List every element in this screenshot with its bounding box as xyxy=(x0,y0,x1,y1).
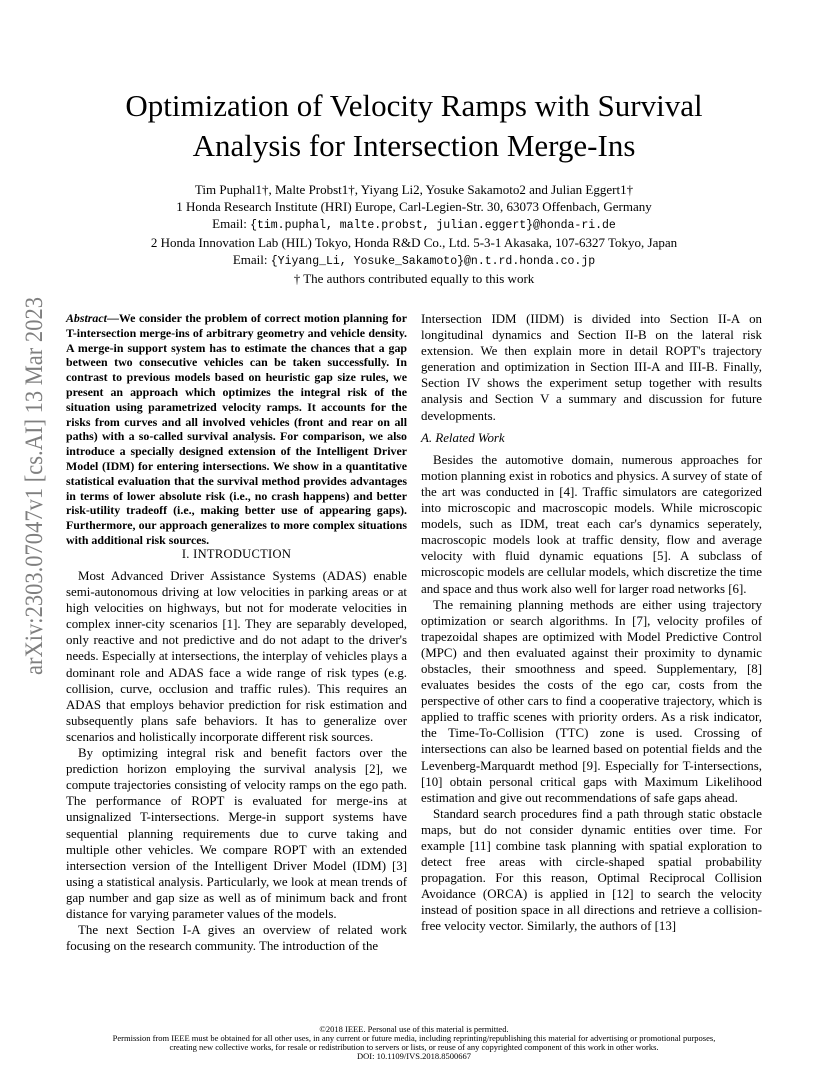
email-2-prefix: Email: xyxy=(232,252,271,267)
affiliation-2: 2 Honda Innovation Lab (HIL) Tokyo, Honda R&D Co., Ltd. 5-3-1 Akasaka, 107-6327 Tokyo, Japan xyxy=(150,235,678,250)
email-2: {Yiyang_Li, Yosuke_Sakamoto}@n.t.rd.honda.co.jp xyxy=(270,255,596,268)
footer-line-2: Permission from IEEE must be obtained for all other uses, in any current or future media, including reprinting/republishing this material for advertising or promotional purposes, xyxy=(112,1033,716,1043)
right-paragraph-1: Intersection IDM (IIDM) is divided into Section II-A on longitudinal dynamics and Section II-B on the lateral risk extension. We then explain more in detail ROPT's trajectory generation and optimization in Section III-A and III-B. Finally, Section IV shows the experiment setup together with results analysis and Section V a summary and discussion for future developments. xyxy=(421,312,762,423)
introduction-body xyxy=(66,568,407,954)
related-work-paragraph-1: Besides the automotive domain, numerous approaches for motion planning exist in robotics and physics. A survey of state of the art was conducted in [4]. Traffic simulators are categorized into microscopic and macroscopic models. While microscopic models, such as IDM, treat each car's dynamics seperately, macroscopic models look at traffic density, flow and average velocity with fluid dynamic equations [5]. A subclass of microscopic models are cellular models, which discretize the time and space and thus work also well for larger road networks [6]. xyxy=(421,452,762,596)
intro-paragraph-3: The next Section I-A gives an overview of related work focusing on the research community. The introduction of the xyxy=(66,923,407,954)
author-names: Tim Puphal1†, Malte Probst1†, Yiyang Li2, Yosuke Sakamoto2 and Julian Eggert1† xyxy=(194,182,634,197)
arxiv-stamp xyxy=(19,247,50,675)
intro-paragraph-2: By optimizing integral risk and benefit factors over the prediction horizon employing the survival analysis [2], we compute trajectories consisting of velocity ramps on the ego path. The performance of ROPT is evaluated for merge-ins at unsignalized T-intersections. Merge-in support systems have sequential planning requirements due to curve taking and multiple other vehicles. We compare ROPT with an extended intersection version of the Intelligent Driver Model (IDM) [3] using a statistical analysis. Particularly, we look at mean trends of gap number and gap size as well as of minimum back and front distance for varying parameter values of the models. xyxy=(66,746,407,921)
section-heading-introduction: I. INTRODUCTION xyxy=(181,547,292,561)
arxiv-id: arXiv:2303.07047v1 [cs.AI] 13 Mar 2023 xyxy=(19,247,48,675)
right-column-body xyxy=(421,311,762,935)
author-block xyxy=(60,181,768,287)
intro-paragraph-1: Most Advanced Driver Assistance Systems (ADAS) enable semi-autonomous driving at low velocities in parking areas or at high velocities on highways, but not for moderate velocities in complex inner-city scenarios [1]. They are separably developed, only reactive and not predictive and do not adapt to the driver's needs. Especially at intersections, the interplay of vehicles plays a dominant role and ADAS face a wide range of risk types (e.g. collision, curve, occlusion and traffic rules). This requires an ADAS that employs behavior prediction for risk estimation and subsequently plans safe behaviors. It has to generalize over scenarios and holistically incorporate different risk sources. xyxy=(66,569,407,744)
footer-doi: DOI: 10.1109/IVS.2018.8500667 xyxy=(357,1051,471,1061)
title-line-2: Analysis for Intersection Merge-Ins xyxy=(192,128,636,163)
abstract-label: Abstract xyxy=(66,311,107,325)
email-2-line xyxy=(60,251,768,270)
email-1-prefix: Email: xyxy=(212,216,251,231)
footer-line-3: creating new collective works, for resale or redistribution to servers or lists, or reuse of any copyrighted component of this work in other works. xyxy=(169,1042,659,1052)
abstract-text: —We consider the problem of correct motion planning for T-intersection merge-ins of arbitrary geometry and vehicle density. A merge-in support system has to estimate the chances that a gap between two consecutive vehicles can be taken successfully. In contrast to previous models based on heuristic gap size rules, we present an approach which optimizes the integral risk of the situation using parametrized velocity ramps. It accounts for the risks from curves and all involved vehicles (front and rear on all paths) with a so-called survival analysis. For comparison, we also introduce a specially designed extension of the Intelligent Driver Model (IDM) for entering intersections. We show in a quantitative statistical evaluation that the survival method provides advantages in terms of lower absolute risk (i.e., no crash happens) and better risk-utility tradeoff (i.e., making better use of appearing gaps). Furthermore, our approach generalizes to more complex situations with additional risk sources. xyxy=(66,311,407,547)
related-work-paragraph-3: Standard search procedures find a path through static obstacle maps, but do not consider dynamic entities over time. For example [11] combine task planning with spatial exploration to detect free areas with circle-shaped spatial probability propagation. For this reason, Optimal Reciprocal Collision Avoidance (ORCA) is applied in [12] to search the velocity instead of position space in all directions and retrieve a collision-free velocity vector. Similarly, the authors of [13] xyxy=(421,806,762,934)
affiliation-1: 1 Honda Research Institute (HRI) Europe, Carl-Legien-Str. 30, 63073 Offenbach, Germany xyxy=(176,199,652,214)
email-1: {tim.puphal, malte.probst, julian.eggert}@honda-ri.de xyxy=(250,219,616,232)
footer-line-1: ©2018 IEEE. Personal use of this material is permitted. xyxy=(319,1024,509,1034)
subsection-heading-related-work: A. Related Work xyxy=(421,430,505,445)
copyright-footer xyxy=(60,1025,768,1061)
related-work-paragraph-2: The remaining planning methods are either using trajectory optimization or search algorithms. In [7], velocity profiles of trapezoidal shapes are optimized with Model Predictive Control (MPC) and then evaluated against their proximity to dynamic obstacles, their smoothness and speed. Supplementary, [8] evaluates besides the costs of the ego car, costs from the perspective of other cars to find a cooperative trajectory, which is applied to traffic scenes with priority orders. As a risk indicator, the Time-To-Collision (TTC) zone is used. Crossing of intersections can also be learned based on potential fields and the Levenberg-Marquardt method [9]. Especially for T-intersections, [10] obtain personal critical gaps with Maximum Likelihood estimation and give out recommendations of safe gaps ahead. xyxy=(421,597,762,805)
arxiv-stamp-svg xyxy=(19,247,50,675)
email-1-line xyxy=(60,215,768,234)
paper-title xyxy=(60,86,768,166)
equal-contribution-note: † The authors contributed equally to this work xyxy=(293,271,535,286)
abstract xyxy=(66,311,407,548)
title-line-1: Optimization of Velocity Ramps with Survival xyxy=(125,88,703,123)
